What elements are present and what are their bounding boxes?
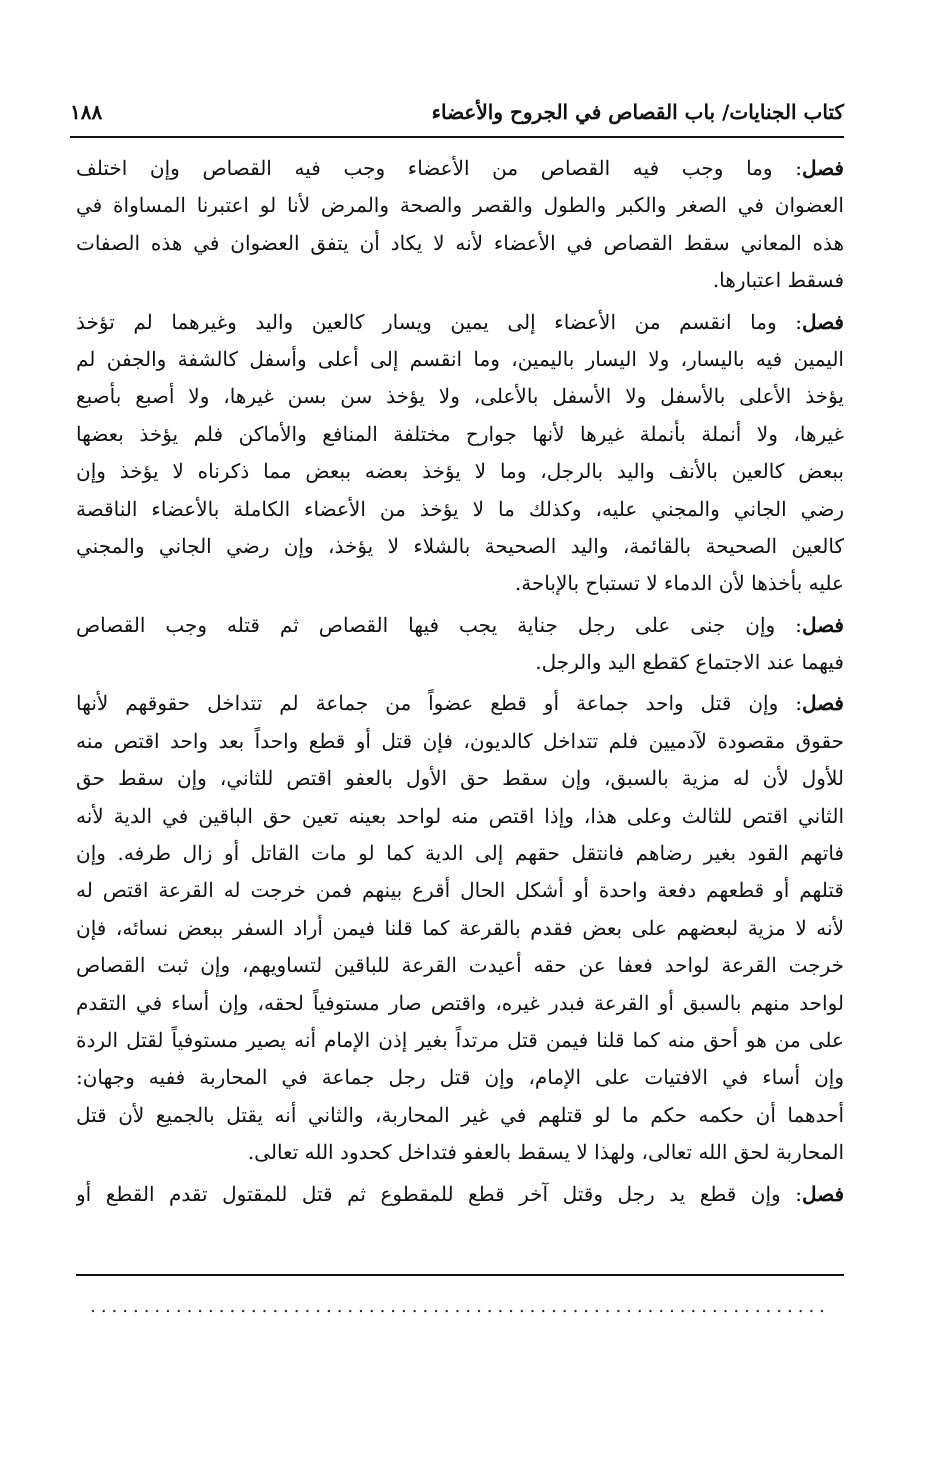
text-line: اليمين فيه باليسار، ولا اليسار باليمين، وما انقسم إلى أعلى وأسفل كالشفة والجفن لم [76, 346, 844, 371]
paragraph [76, 150, 844, 300]
text-line: للأول لأن له مزية بالسبق، وإن سقط حق الأول بالعفو اقتص للثاني، وإن سقط حق [76, 766, 844, 791]
text-line [76, 150, 844, 187]
section-lead: فصل [801, 691, 844, 716]
main-text [76, 150, 844, 1217]
text-line: العضوان في الصغر والكبر والطول والقصر والصحة والمرض لأنا لو اعتبرنا المساواة في [76, 193, 844, 218]
text-line [76, 607, 844, 644]
text-line: فيهما عند الاجتماع كقطع اليد والرجل. [535, 650, 844, 675]
text-line: المحاربة لحق الله تعالى، ولهذا لا يسقط بالعفو فتداخل كحدود الله تعالى. [247, 1140, 844, 1165]
text-line: كالعين الصحيحة بالقائمة، واليد الصحيحة بالشلاء لا يؤخذ، وإن رضي الجاني والمجني [76, 533, 844, 558]
text-line-content: : وما وجب فيه القصاص من الأعضاء وجب فيه القصاص وإن اختلف [76, 156, 802, 180]
text-line: فسقط اعتبارها. [712, 268, 844, 293]
text-line-content: : وإن جنى على رجل جناية يجب فيها القصاص ثم قتله وجب القصاص [76, 612, 802, 637]
text-line: أحدهما أن حكمه حكم ما لو قتلهم في غير المحاربة، والثاني أنه يقتل بالجميع لأن قتل [76, 1102, 844, 1127]
text-line: يؤخذ الأعلى بالأسفل ولا الأسفل بالأعلى، ولا يؤخذ سن بسن غيرها، ولا أصبع بأصبع [76, 384, 844, 409]
section-lead: فصل [801, 612, 844, 637]
text-line [76, 685, 844, 722]
text-line: ببعض كالعين بالأنف واليد بالرجل، وما لا يؤخذ بعضه ببعض مما ذكرناه لا يؤخذ وإن [76, 459, 844, 484]
paragraph [76, 1176, 844, 1213]
footnote-divider [76, 1274, 844, 1276]
text-line [76, 304, 844, 341]
text-line: وإن أساء في الافتيات على الإمام، وإن قتل رجل جماعة في المحاربة ففيه وجهان: [76, 1065, 844, 1090]
text-line: على من هو أحق منه كما قلنا فيمن قتل مرتداً بغير إذن الإمام أنه يصير مستوفياً لقتل الردة [76, 1027, 844, 1052]
text-line: لأنه لا مزية لبعضهم على بعض فقدم بالقرعة كما قلنا فيمن أراد السفر ببعض نسائه، فإن [76, 915, 844, 940]
running-header [70, 96, 844, 138]
text-line: لواحد منهم بالسبق أو القرعة فبدر غيره، واقتص صار مستوفياً لحقه، وإن أساء في التقدم [76, 990, 844, 1015]
text-line: قتلهم أو قطعهم دفعة واحدة أو أشكل الحال أقرع بينهم فمن خرجت له القرعة اقتص له [76, 878, 844, 903]
section-lead: فصل [801, 309, 844, 334]
text-line: عليه بأخذها لأن الدماء لا تستباح بالإباحة. [514, 571, 844, 596]
text-line [76, 1176, 844, 1213]
text-line-content: : وإن قتل واحد جماعة أو قطع عضواً من جماعة لم تتداخل حقوقهم لأنها [76, 691, 802, 716]
paragraph [76, 304, 844, 603]
text-line: خرجت القرعة لواحد فعفا عن حقه أعيدت القرعة للباقين لتساويهم، وإن ثبت القصاص [76, 953, 844, 978]
page-number: ١٨٨ [70, 100, 103, 124]
paragraph [76, 685, 844, 1171]
text-line: فاتهم القود بغير رضاهم فانتقل حقهم إلى الدية كما لو مات القاتل أو زال طرفه. وإن [76, 841, 844, 866]
text-line: هذه المعاني سقط القصاص في الأعضاء لأنه لا يكاد أن يتفق العضوان في هذه الصفات [76, 230, 844, 255]
text-line: حقوق مقصودة لآدميين فلم تتداخل كالديون، فإن قتل أو قطع واحداً بعد واحد اقتص منه [76, 728, 844, 753]
text-line: الثاني اقتص للثالث وعلى هذا، وإذا اقتص منه لواحد بعينه تعين حق الباقين في الدية لأنه [76, 803, 844, 828]
section-lead: فصل [801, 156, 844, 180]
text-line-content: : وإن قطع يد رجل وقتل آخر قطع للمقطوع ثم قتل للمقتول تقدم القطع أو [76, 1181, 802, 1206]
text-line: غيرها، ولا أنملة بأنملة غيرها لأنها جوارح مختلفة المنافع والأماكن فلم يؤخذ بعضها [76, 421, 844, 446]
text-line-content: : وما انقسم من الأعضاء إلى يمين ويسار كالعين واليد وغيرهما لم تؤخذ [76, 309, 802, 334]
footnote-dots: ..................................................................... [90, 1296, 830, 1317]
section-lead: فصل [801, 1181, 844, 1206]
header-title: كتاب الجنايات/ باب القصاص في الجروح والأعضاء [431, 100, 844, 124]
text-line: رضي الجاني والمجني عليه، وكذلك ما لا يؤخذ من الأعضاء الكاملة بالأعضاء الناقصة [76, 496, 844, 521]
paragraph [76, 607, 844, 682]
